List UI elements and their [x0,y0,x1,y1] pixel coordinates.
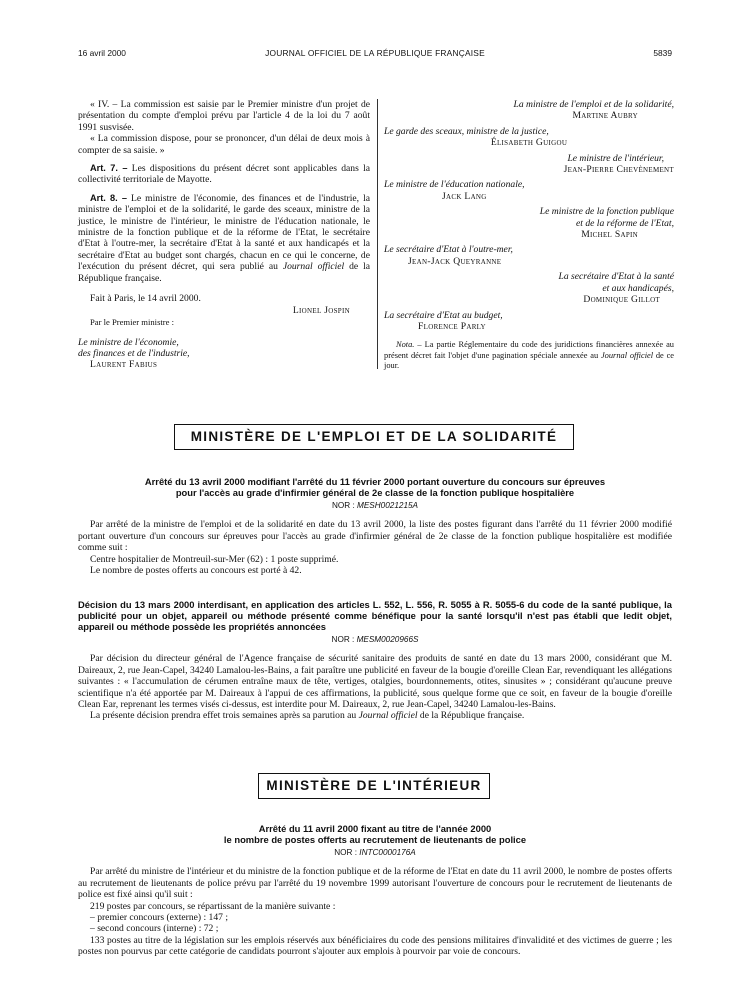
sig-fp-name: Michel Sapin [581,229,638,241]
signature-fonction-publique [384,206,674,240]
nor-value: MESM0020966S [356,635,419,644]
sig-sante-title-2: et aux handicapés, [602,282,674,294]
sig-om-title: Le secrétaire d'Etat à l'outre-mer, [384,244,513,256]
decision-body [78,653,672,721]
nota-text: – La partie Réglementaire du code des juridictions financières annexée au présent décret fait l'objet d'une pagination spéciale annexée au [384,340,674,360]
eco-name: Laurent Fabius [90,359,158,371]
sig-budget-name: Florence Parly [418,320,486,332]
header-page-number: 5839 [653,48,672,58]
arrete-police-p3: – premier concours (externe) : 147 ; [90,912,228,924]
signature-justice [384,126,674,149]
nota-label: Nota. [396,340,415,350]
decision-publicite [78,599,672,722]
signature-budget [384,310,674,333]
pm-name: Lionel Jospin [292,305,350,317]
arrete-infirmier-p1: Par arrêté de la ministre de l'emploi et de la solidarité en date du 13 avril 2000, la liste des postes figurant dans l'arrêté du 11 février 2000 modifié portant ouverture d'un concours sur épreuves pour l'accès au grade d'infirmier général de 2e classe de la fonction publique hospitalière est modifiée comme suit : [78,519,672,554]
sig-sante-name: Dominique Gillot [583,294,660,306]
signature-education [384,179,674,202]
header-journal-title: JOURNAL OFFICIEL DE LA RÉPUBLIQUE FRANÇAISE [265,48,485,58]
sig-justice-title: Le garde des sceaux, ministre de la justice, [384,125,549,137]
sig-education-name: Jack Lang [442,190,487,202]
decision-p1: Par décision du directeur général de l'Agence française de sécurité sanitaire des produits de santé en date du 13 mars 2000, considérant que M. Daireaux, 2, rue Jean-Capel, 34240 Lamalou-les-Bains, a fait paraître une publicité en faveur de la bougie d'oreille Clean Ear, revendiquant les allégations suivantes : « l'accumulation de cérumen entraîne maux de tête, vertiges, otalgies, bourdonnements, otites, sinusites » ; considérant qu'aucune preuve scientifique n'a été apportée par M. Daireaux à l'appui de ces affirmations, la publicité, sous quelque forme que ce soit, en faveur de la bougie d'oreille Clean Ear, reprenant les termes visés ci-dessus, est interdite pour M. Daireaux, 2, rue Jean-Capel, 34240 Lamalou-les-Bains. [78,653,672,711]
article-8-label: Art. 8. – [90,192,127,203]
sig-emploi-title: La ministre de l'emploi et de la solidarité, [513,99,674,110]
decision-p2 [78,710,672,721]
sig-fp-title-2: et de la réforme de l'Etat, [576,217,674,229]
arrete-infirmier-p3: Le nombre de postes offerts au concours est porté à 42. [90,565,302,577]
par-le-premier-ministre: Par le Premier ministre : [90,317,175,328]
paragraph-delai: « La commission dispose, pour se prononcer, d'un délai de deux mois à compter de sa saisie. » [78,133,370,156]
nor-label: NOR : [334,848,360,857]
article-8-text: Le ministre de l'économie, des finances et de l'industrie, la ministre de l'emploi et de la solidarité, le garde des sceaux, ministre de la justice, le ministre de l'intérieur, le ministre de l'éducation nationale, le ministre de la fonction publique et de la réforme de l'Etat, le secrétaire d'Etat à l'outre-mer, la secrétaire d'Etat à la santé et aux handicapés et la secrétaire d'Etat au budget sont chargés, chacun en ce qui le concerne, de l'exécution du présent décret, qui sera publié au [78,192,370,273]
fait-a-paris: Fait à Paris, le 14 avril 2000. [90,293,201,305]
left-column [78,99,370,371]
section-heading-emploi: MINISTÈRE DE L'EMPLOI ET DE LA SOLIDARITÉ [174,424,574,450]
arrete-police-title-2: le nombre de postes offerts au recrutement de lieutenants de police [223,834,527,845]
section-heading-interieur: MINISTÈRE DE L'INTÉRIEUR [258,773,490,799]
decision-nor [78,634,672,645]
article-7 [78,163,370,186]
sig-justice-name: Élisabeth Guigou [490,137,568,149]
decision-p2-journal: Journal officiel [358,710,418,722]
eco-title-2: des finances et de l'industrie, [78,347,190,359]
paragraph-iv: « IV. – La commission est saisie par le Premier ministre d'un projet de présentation du compte d'emploi prévu par l'article 4 de la loi du 7 août 1991 susvisée. [78,99,370,133]
arrete-infirmier-title-2: pour l'accès au grade d'infirmier général de 2e classe de la fonction publique hospitalière [175,487,575,498]
arrete-infirmier-general [78,476,672,576]
arrete-police-p5: 133 postes au titre de la législation sur les emplois réservés aux bénéficiaires du code des pensions militaires d'invalidité et des victimes de guerre ; les postes non pourvus par cette catégorie de candidats pourront s'ajouter aux emplois à pourvoir par voie de concours. [78,934,672,958]
sig-emploi-name: Martine Aubry [572,110,638,122]
arrete-infirmier-p2: Centre hospitalier de Montreuil-sur-Mer (62) : 1 poste supprimé. [90,553,339,565]
eco-signature [78,337,370,371]
article-8 [78,193,370,284]
article-7-text: Les dispositions du présent décret sont applicables dans la collectivité territoriale de Mayotte. [78,163,370,186]
signature-emploi [384,99,674,122]
pm-signature [78,305,370,317]
fait-a-paris-line [78,293,370,305]
arrete-infirmier-nor [78,500,672,511]
sig-education-title: Le ministre de l'éducation nationale, [384,179,525,191]
arrete-infirmier-title-1: Arrêté du 13 avril 2000 modifiant l'arrêté du 11 février 2000 portant ouverture du concours sur épreuves [144,476,606,487]
journal-officiel-ref: Journal officiel [282,261,345,273]
arrete-infirmier-body [78,519,672,576]
column-divider [377,99,378,369]
arrete-police-p2: 219 postes par concours, se répartissant de la manière suivante : [90,900,336,912]
sig-om-name: Jean-Jack Queyranne [408,255,502,267]
sig-sante-title-1: La secrétaire d'Etat à la santé [558,271,674,283]
eco-title-1: Le ministre de l'économie, [78,336,179,348]
arrete-police-p1: Par arrêté du ministre de l'intérieur et du ministre de la fonction publique et de la réforme de l'Etat en date du 11 avril 2000, le nombre de postes offerts au recrutement de lieutenants de police prévu par l'arrêté du 19 novembre 1999 autorisant l'ouverture de concours pour le recrutement de lieutenants de police est fixé ainsi qu'il suit : [78,866,672,901]
nor-label: NOR : [331,501,358,510]
nor-value: MESH0021215A [357,501,419,510]
arrete-police-body [78,866,672,957]
sig-fp-title-1: Le ministre de la fonction publique [539,206,674,218]
nor-value: INTC0000176A [359,848,416,857]
decision-p2-a: La présente décision prendra effet trois semaines après sa parution au [90,710,359,722]
article-7-label: Art. 7. – [90,163,128,174]
arrete-lieutenants-police [78,823,672,958]
sig-budget-title: La secrétaire d'Etat au budget, [384,309,503,321]
signature-sante [384,271,674,305]
arrete-police-p4: – second concours (interne) : 72 ; [90,923,219,935]
nota-end: de ce jour. [384,350,675,370]
signature-interieur [384,153,674,176]
sig-interieur-name: Jean-Pierre Chevènement [563,164,674,176]
nota [384,340,674,371]
arrete-police-nor [78,847,672,858]
article-8-end: de la République française. [78,261,370,284]
page-header [78,48,672,62]
header-date: 16 avril 2000 [78,48,126,58]
arrete-police-title-1: Arrêté du 11 avril 2000 fixant au titre de l'année 2000 [258,823,492,834]
nota-journal: Journal officiel [600,350,654,360]
decision-p2-b: de la République française. [417,710,525,722]
signature-outre-mer [384,244,674,267]
decision-title: Décision du 13 mars 2000 interdisant, en application des articles L. 552, L. 556, R. 5055 à R. 5055-6 du code de la santé publique, la publicité pour un objet, appareil ou méthode présenté comme bénéfique pour la santé lorsqu'il n'est pas établi que ledit objet, appareil ou méthode possède les propriétés annoncées [78,599,672,632]
sig-interieur-title: Le ministre de l'intérieur, [567,152,664,164]
nor-label: NOR : [331,635,357,644]
right-column [384,99,674,371]
